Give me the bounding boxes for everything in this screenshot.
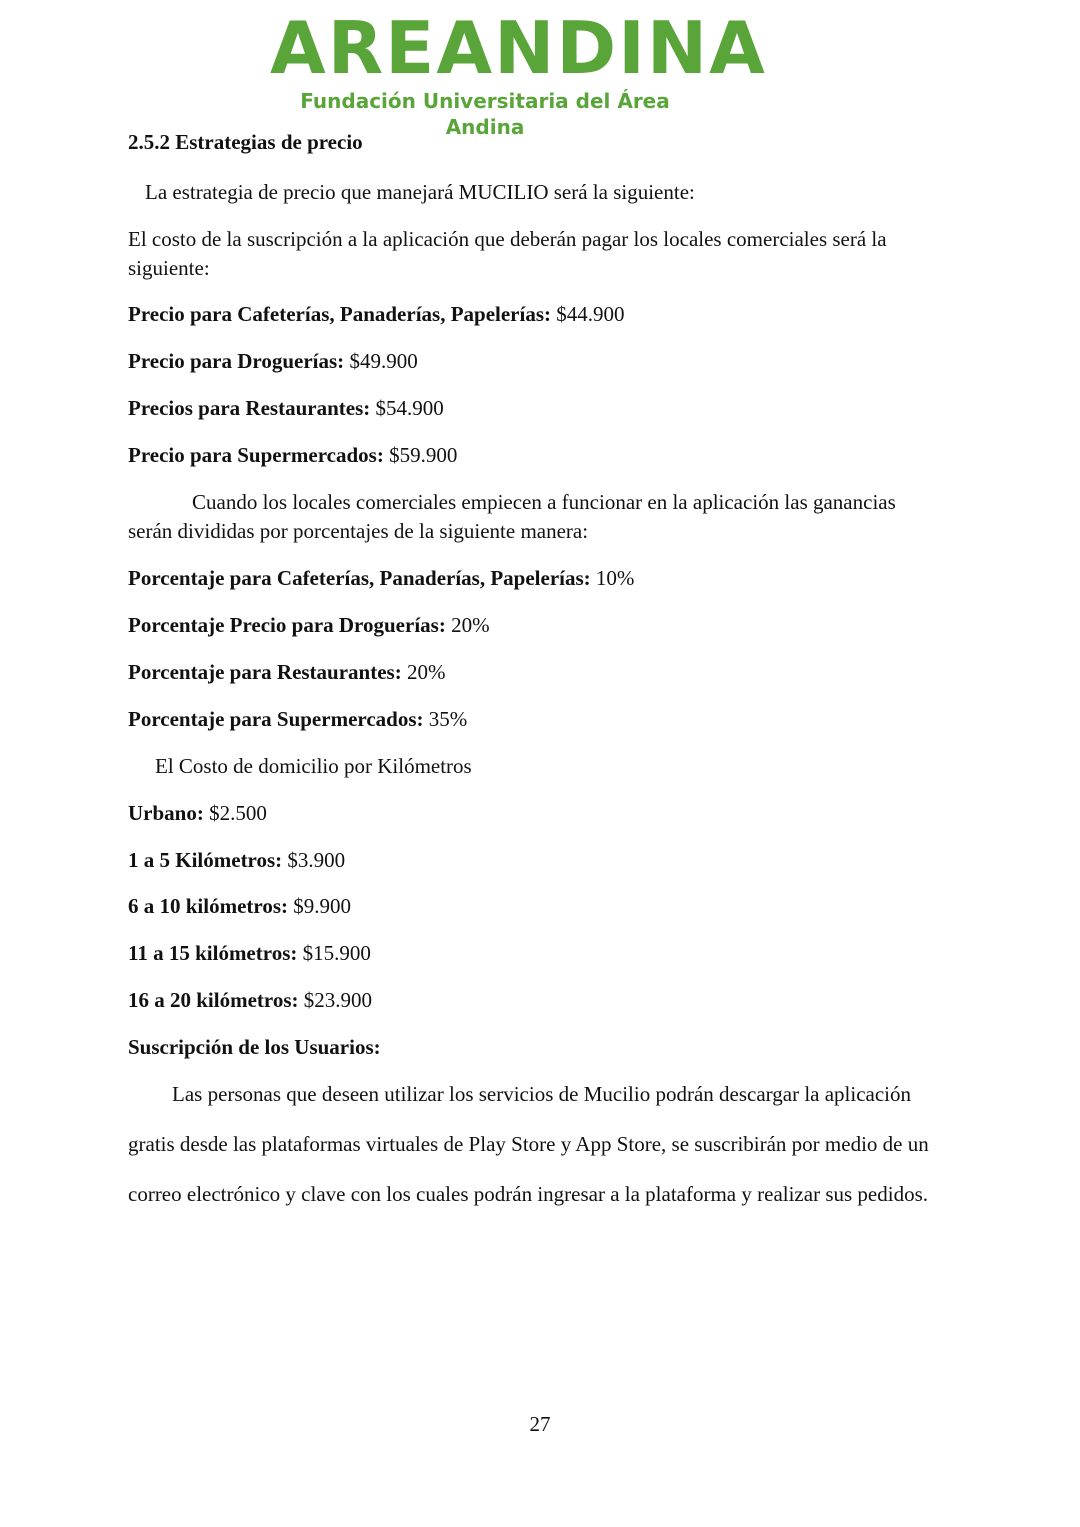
earnings-intro: Cuando los locales comerciales empiecen a funcionar en la aplicación las ganancias serán divididas por porcentajes de la siguiente manera:: [128, 490, 896, 543]
page-number: 27: [529, 1412, 551, 1436]
percentage-item: Porcentaje para Restaurantes: 20%: [128, 660, 446, 684]
percentage-item: Porcentaje para Cafeterías, Panaderías, Papelerías: 10%: [128, 566, 635, 590]
subscription-cost-text: El costo de la suscripción a la aplicación que deberán pagar los locales comerciales será la siguiente:: [128, 227, 887, 280]
users-paragraph: Las personas que deseen utilizar los servicios de Mucilio podrán descargar la aplicación gratis desde las plataformas virtuales de Play Store y App Store, se suscribirán por medio de un correo electrónico y clave con los cuales podrán ingresar a la plataforma y realizar sus pedidos.: [128, 1082, 929, 1206]
logo-wordmark: AREANDINA: [270, 6, 767, 90]
percentage-item: Porcentaje Precio para Droguerías: 20%: [128, 613, 490, 637]
price-item: Precio para Cafeterías, Panaderías, Papelerías: $44.900: [128, 302, 625, 326]
delivery-item: 11 a 15 kilómetros: $15.900: [128, 941, 371, 965]
delivery-intro: El Costo de domicilio por Kilómetros: [155, 754, 472, 778]
delivery-item: 16 a 20 kilómetros: $23.900: [128, 988, 373, 1012]
price-item: Precios para Restaurantes: $54.900: [128, 396, 444, 420]
delivery-item: 1 a 5 Kilómetros: $3.900: [128, 848, 346, 872]
section-intro: La estrategia de precio que manejará MUCILIO será la siguiente:: [145, 180, 695, 204]
delivery-item: Urbano: $2.500: [128, 801, 267, 825]
users-heading: Suscripción de los Usuarios:: [128, 1035, 381, 1059]
section-heading: 2.5.2 Estrategias de precio: [128, 130, 363, 154]
price-item: Precio para Droguerías: $49.900: [128, 349, 418, 373]
delivery-item: 6 a 10 kilómetros: $9.900: [128, 894, 352, 918]
price-item: Precio para Supermercados: $59.900: [128, 443, 458, 467]
percentage-item: Porcentaje para Supermercados: 35%: [128, 707, 468, 731]
logo-subtitle: Fundación Universitaria del Área Andina: [300, 89, 670, 139]
areandina-logo: [270, 6, 767, 139]
